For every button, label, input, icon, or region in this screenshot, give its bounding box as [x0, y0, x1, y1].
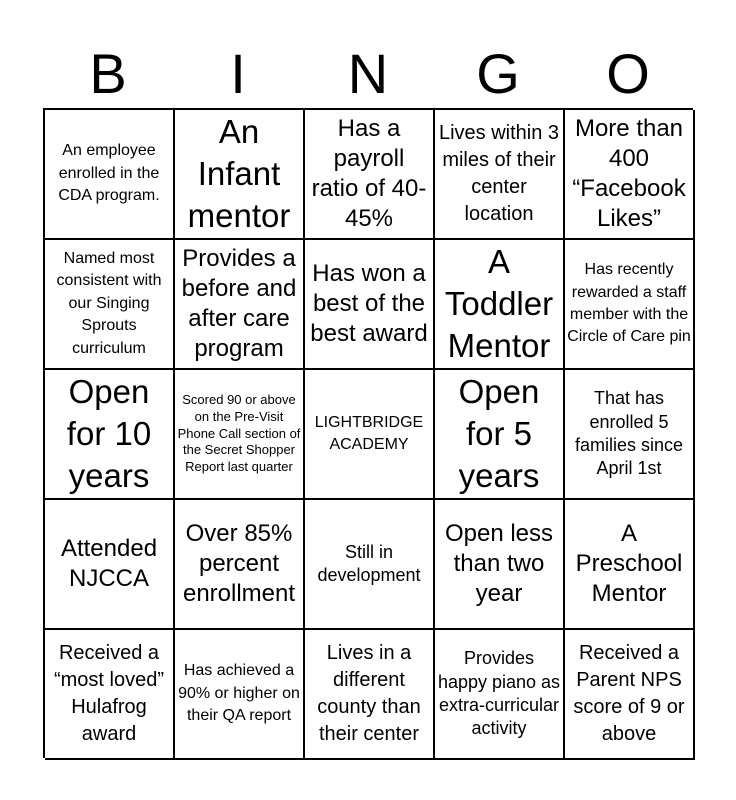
bingo-cell[interactable] [435, 630, 565, 760]
cell-text: Still in development [317, 541, 421, 585]
cell-text: Scored 90 or above on the Pre-Visit Phone Call section of the Secret Shopper Report last quarter [177, 391, 301, 475]
cell-text: Named most consistent with our Singing Sprouts curriculum [56, 250, 162, 357]
cell-text: Has achieved a 90% or higher on their QA report [178, 662, 300, 725]
cell-text: Provides happy piano as extra-curricular activity [437, 648, 561, 739]
bingo-cell[interactable] [435, 110, 565, 240]
cell-text: Lives in a different county than their center [317, 642, 421, 745]
cell-text: Has recently rewarded a staff member with the Circle of Care pin [567, 261, 691, 346]
cell-text: Provides a before and after care program [181, 245, 297, 362]
bingo-cell[interactable] [565, 370, 695, 500]
header-letter-i: I [230, 42, 246, 105]
bingo-grid [43, 108, 693, 758]
header-letter-b: B [89, 42, 127, 105]
bingo-cell[interactable] [305, 240, 435, 370]
cell-text: Over 85% percent enrollment [182, 520, 296, 607]
cell-text: A Preschool Mentor [575, 520, 683, 607]
bingo-cell[interactable] [435, 240, 565, 370]
bingo-cell[interactable] [45, 110, 175, 240]
bingo-cell[interactable] [435, 500, 565, 630]
bingo-cell-free[interactable] [305, 370, 435, 500]
bingo-cell[interactable] [305, 630, 435, 760]
bingo-cell[interactable] [305, 110, 435, 240]
bingo-cell[interactable] [565, 630, 695, 760]
cell-text: Received a Parent NPS score of 9 or above [573, 642, 685, 745]
bingo-cell[interactable] [175, 370, 305, 500]
header-letter-o: O [606, 42, 650, 105]
cell-text: Open for 10 years [66, 373, 152, 494]
bingo-cell[interactable] [175, 630, 305, 760]
bingo-cell[interactable] [305, 500, 435, 630]
bingo-cell[interactable] [45, 370, 175, 500]
cell-text: Has a payroll ratio of 40-45% [311, 115, 427, 232]
cell-text: An employee enrolled in the CDA program. [58, 142, 160, 205]
bingo-cell[interactable] [565, 110, 695, 240]
cell-text: That has enrolled 5 families since April 1st [574, 388, 684, 479]
bingo-cell[interactable] [565, 240, 695, 370]
cell-text: Has won a best of the best award [310, 260, 428, 347]
bingo-cell[interactable] [175, 110, 305, 240]
bingo-cell[interactable] [45, 630, 175, 760]
cell-text: Open less than two year [444, 520, 554, 607]
cell-text: More than 400 “Facebook Likes” [572, 115, 686, 232]
bingo-cell[interactable] [45, 240, 175, 370]
free-space-text: LIGHTBRIDGE ACADEMY [314, 413, 424, 453]
bingo-cell[interactable] [45, 500, 175, 630]
cell-text: An Infant mentor [187, 113, 291, 234]
bingo-cell[interactable] [175, 500, 305, 630]
bingo-cell[interactable] [435, 370, 565, 500]
cell-text: Open for 5 years [458, 373, 540, 494]
cell-text: A Toddler Mentor [444, 243, 554, 364]
cell-text: Attended NJCCA [60, 535, 158, 592]
bingo-cell[interactable] [565, 500, 695, 630]
bingo-header [43, 40, 693, 108]
bingo-cell[interactable] [175, 240, 305, 370]
header-letter-n: N [347, 42, 389, 105]
cell-text: Lives within 3 miles of their center location [438, 122, 560, 225]
cell-text: Received a “most loved” Hulafrog award [53, 642, 165, 745]
header-letter-g: G [476, 42, 520, 105]
